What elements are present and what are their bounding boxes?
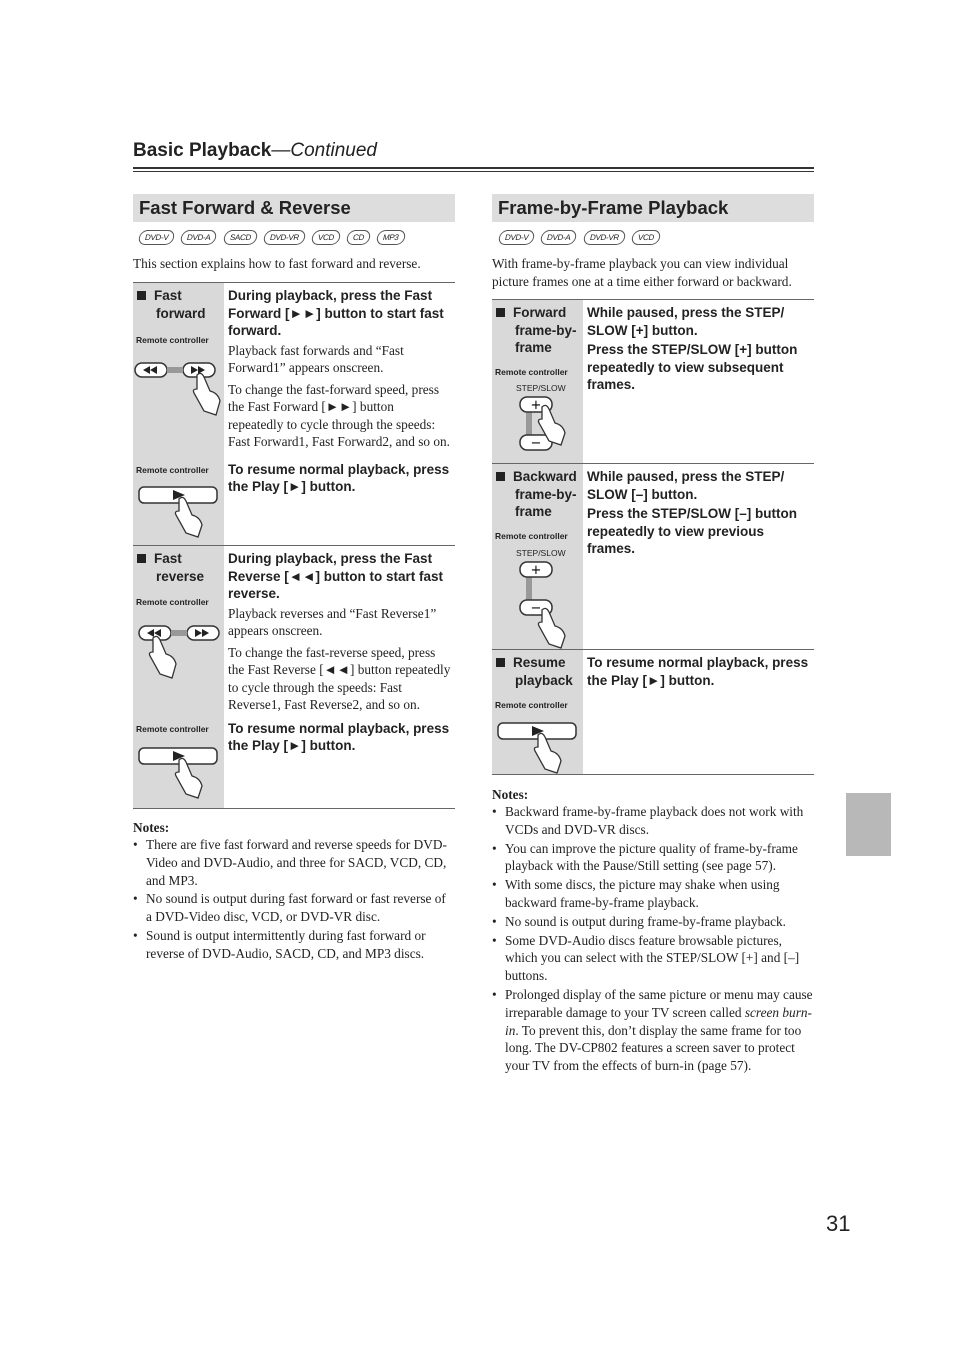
- remote-controller-label: Remote controller: [136, 597, 209, 607]
- notes-left: [133, 820, 455, 964]
- remote-play-button-icon: [139, 746, 221, 798]
- row-content-cell: [224, 546, 455, 808]
- row-label-cell: [492, 300, 583, 463]
- disc-badge: DVD-VR: [262, 230, 306, 245]
- disc-badge: DVD-V: [137, 230, 176, 245]
- remote-ff-rew-buttons-icon: [139, 622, 225, 682]
- note-item-burn-in: • Prolonged display of the same picture or menu may cause irreparable damage to your TV screen called screen burn-in. To prevent this, don’t display the same frame for too long. The DV-CP802 features a screen saver to protect your TV from the effects of burn-in (page 57).: [505, 986, 816, 1075]
- svg-text:+: +: [530, 563, 542, 578]
- instruction-bold: To resume normal playback, press the Play [►] button.: [228, 461, 450, 494]
- step-slow-label: STEP/SLOW: [516, 548, 566, 558]
- disc-badges-right: [499, 226, 660, 248]
- row-content-cell: [583, 650, 814, 774]
- remote-play-button-icon: [139, 485, 221, 537]
- section-title-fast-forward-reverse: Fast Forward & Reverse: [133, 194, 455, 222]
- svg-text:−: −: [530, 601, 542, 616]
- section-title-frame-by-frame: Frame-by-Frame Playback: [492, 194, 814, 222]
- remote-controller-label: Remote controller: [136, 335, 209, 345]
- table-row-resume-playback: [492, 649, 814, 775]
- remote-controller-label: Remote controller: [136, 724, 209, 734]
- instruction-bold: During playback, press the Fast Reverse [◄◄] button to start fast reverse.: [228, 551, 443, 601]
- note-item: • With some discs, the picture may shake when using backward frame-by-frame playback.: [505, 876, 816, 912]
- row-content-cell: [583, 300, 814, 463]
- step-slow-label: STEP/SLOW: [516, 383, 566, 393]
- instruction-text: Playback fast forwards and “Fast Forward1” appears onscreen.: [228, 342, 404, 375]
- row-label-cell: [492, 650, 583, 774]
- note-item: • Sound is output intermittently during fast forward or reverse of DVD-Audio, SACD, CD, and MP3 discs.: [146, 927, 455, 963]
- note-item: • No sound is output during fast forward or fast reverse of a DVD-Video disc, VCD, or DVD-VR disc.: [146, 890, 455, 926]
- remote-play-button-icon: [498, 721, 580, 771]
- svg-text:+: +: [530, 398, 542, 413]
- instruction-bold: To resume normal playback, press the Play [►] button.: [228, 720, 450, 753]
- disc-badges-left: [139, 226, 404, 248]
- note-item: • Some DVD-Audio discs feature browsable pictures, which you can select with the STEP/SLOW [+] and [–] buttons.: [505, 932, 816, 985]
- row-label-cell: [133, 546, 224, 808]
- row-label-cell: [492, 464, 583, 649]
- header-rule-thin: [133, 171, 814, 172]
- section-intro: With frame-by-frame playback you can view individual picture frames one at a time either forward or backward.: [492, 256, 792, 289]
- row-label: Fast forward: [137, 287, 206, 322]
- table-row-fast-forward: [133, 282, 455, 545]
- remote-controller-label: Remote controller: [136, 465, 209, 475]
- disc-badge: VCD: [630, 230, 661, 245]
- instruction-bold: While paused, press the STEP/ SLOW [+] button.: [587, 305, 785, 338]
- disc-badge: DVD-VR: [582, 230, 626, 245]
- table-row-backward-frame: [492, 463, 814, 649]
- notes-title: Notes:: [133, 820, 170, 835]
- step-slow-plus-button-icon: [520, 397, 580, 457]
- notes-title: Notes:: [492, 787, 529, 802]
- disc-badge: CD: [345, 230, 371, 245]
- table-row-forward-frame: [492, 299, 814, 463]
- instruction-bold: To resume normal playback, press the Play [►] button.: [587, 655, 809, 688]
- instruction-bold: Press the STEP/SLOW [–] button repeatedly to view previous frames.: [587, 506, 798, 556]
- row-content-cell: [224, 283, 455, 545]
- disc-badge: DVD-A: [540, 230, 579, 245]
- page-header-title: Basic Playback—Continued: [133, 140, 377, 161]
- svg-text:−: −: [530, 436, 542, 451]
- note-item: • Backward frame-by-frame playback does not work with VCDs and DVD-VR discs.: [505, 803, 816, 839]
- remote-controller-label: Remote controller: [495, 700, 568, 710]
- disc-badge: DVD-V: [497, 230, 536, 245]
- note-item: • There are five fast forward and reverse speeds for DVD-Video and DVD-Audio, and three for SACD, VCD, CD, and MP3.: [146, 836, 455, 889]
- disc-badge: MP3: [375, 230, 406, 245]
- remote-controller-label: Remote controller: [495, 367, 568, 377]
- disc-badge: VCD: [310, 230, 341, 245]
- instruction-text: Playback reverses and “Fast Reverse1” appears onscreen.: [228, 605, 437, 638]
- row-label: Resume playback: [496, 654, 573, 689]
- row-label: Backward frame-by- frame: [496, 468, 577, 521]
- note-item: • You can improve the picture quality of frame-by-frame playback with the Pause/Still setting (see page 57).: [505, 840, 816, 876]
- chapter-tab: [846, 793, 891, 856]
- row-label-cell: [133, 283, 224, 545]
- disc-badge: SACD: [222, 230, 258, 245]
- disc-badge: DVD-A: [180, 230, 219, 245]
- row-content-cell: [583, 464, 814, 649]
- step-slow-minus-button-icon: [520, 562, 580, 644]
- row-label: Forward frame-by- frame: [496, 304, 577, 357]
- table-row-fast-reverse: [133, 545, 455, 809]
- instruction-text: To change the fast-reverse speed, press the Fast Reverse [◄◄] button repeatedly to cycle through the speeds: Fast Reverse1, Fast Reverse2, and so on.: [228, 644, 451, 712]
- notes-right: [492, 787, 816, 1076]
- header-rule: [133, 167, 814, 169]
- section-intro: This section explains how to fast forward and reverse.: [133, 256, 421, 271]
- instruction-bold: Press the STEP/SLOW [+] button repeatedly to view subsequent frames.: [587, 342, 798, 392]
- note-item: • No sound is output during frame-by-frame playback.: [505, 913, 816, 931]
- instruction-bold: While paused, press the STEP/ SLOW [–] button.: [587, 469, 785, 502]
- row-label: Fast reverse: [137, 550, 204, 585]
- page-number: 31: [826, 1211, 851, 1236]
- instruction-text: To change the fast-forward speed, press the Fast Forward [►►] button repeatedly to cycle through the speeds: Fast Forward1, Fast Forward2, and so on.: [228, 381, 450, 449]
- remote-controller-label: Remote controller: [495, 531, 568, 541]
- instruction-bold: During playback, press the Fast Forward [►►] button to start fast forward.: [228, 288, 444, 338]
- remote-ff-rew-buttons-icon: [135, 359, 221, 419]
